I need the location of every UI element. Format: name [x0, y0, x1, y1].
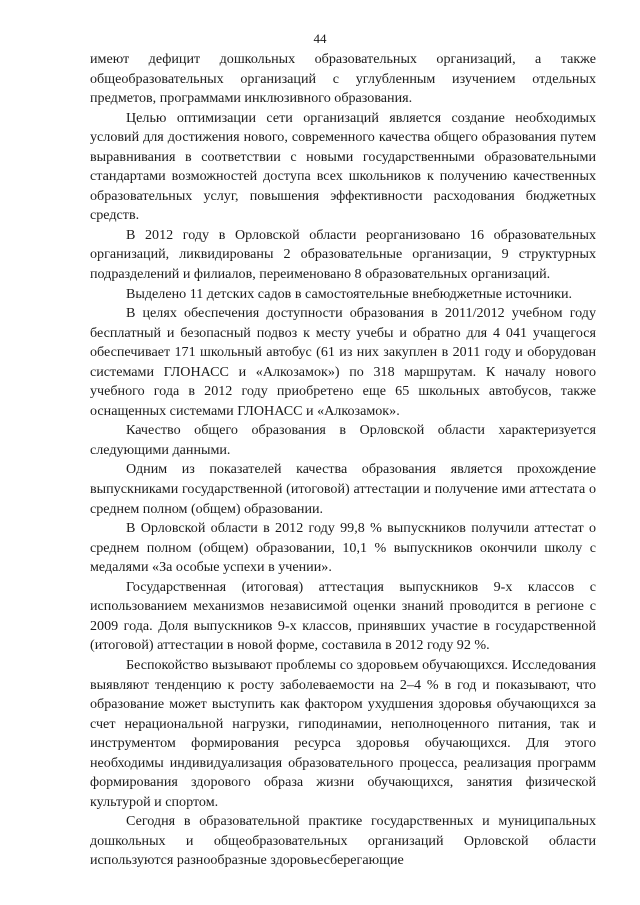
paragraph-quality-intro: Качество общего образования в Орловской области характеризуется следующими данными. — [90, 422, 596, 458]
document-body — [90, 50, 596, 871]
paragraph-health-practices: Сегодня в образовательной практике государственных и муниципальных дошкольных и общеобразовательных организаций Орловской области используются разнообразные здоровьесберегающие — [90, 813, 596, 869]
page-number: 44 — [313, 31, 327, 46]
paragraph-graduates-2012: В Орловской области в 2012 году 99,8 % выпускников получили аттестат о среднем полном (общем) образовании, 10,1 % выпускников окончили школу с медалями «За особые успехи в учении». — [90, 520, 596, 576]
paragraph-kindergartens: Выделено 11 детских садов в самостоятельные внебюджетные источники. — [126, 285, 573, 302]
paragraph-reorganization-2012: В 2012 году в Орловской области реорганизовано 16 образовательных организаций, ликвидированы 2 образовательные организации, 9 структурных подразделений и филиалов, переименовано 8 образовательных организаций. — [90, 226, 596, 283]
paragraph-continuation: имеют дефицит дошкольных образовательных организаций, а также общеобразовательных организаций с углубленным изучением отдельных предметов, программами инклюзивного образования. — [90, 51, 596, 107]
paragraph-optimization-goal: Целью оптимизации сети организаций является создание необходимых условий для достижения нового, современного качества общего образования путем выравнивания в соответствии с новыми государственными образовательными стандартами возможностей доступа всех школьников к получению качественных образовательных услуг, повышения эффективности расходования бюджетных средств. — [90, 109, 596, 224]
paragraph-health-concerns: Беспокойство вызывают проблемы со здоровьем обучающихся. Исследования выявляют тенденцию к росту заболеваемости на 2–4 % в год и показывают, что образование может выступить как фактором ухудшения здоровья обучающихся за счет нерациональной нагрузки, гиподинамии, неполноценного питания, так и инструментом формирования ресурса здоровья обучающихся. Для этого необходимы индивидуализация образовательного процесса, реализация программ формирования здорового образа жизни обучающихся, занятия физической культурой и спортом. — [90, 656, 596, 810]
paragraph-school-buses: В целях обеспечения доступности образования в 2011/2012 учебном году бесплатный и безопасный подвоз к месту учебы и обратно для 4 041 учащегося обеспечивает 171 школьный автобус (61 из них закуплен в 2011 году и оборудован системами ГЛОНАСС и «Алкозамок») по 318 маршрутам. К началу нового учебного года в 2012 году приобретено еще 65 школьных автобусов, также оснащенных системами ГЛОНАСС и «Алкозамок». — [90, 305, 596, 419]
paragraph-quality-indicator: Одним из показателей качества образования является прохождение выпускниками государственной (итоговой) аттестации и получение ими аттестата о среднем полном (общем) образовании. — [90, 461, 596, 517]
paragraph-grade9-attestation: Государственная (итоговая) аттестация выпускников 9-х классов с использованием механизмов независимой оценки знаний проводится в регионе с 2009 года. Доля выпускников 9-х классов, принявших участие в государственной (итоговой) аттестации в новой форме, составила в 2012 году 92 %. — [90, 578, 596, 654]
